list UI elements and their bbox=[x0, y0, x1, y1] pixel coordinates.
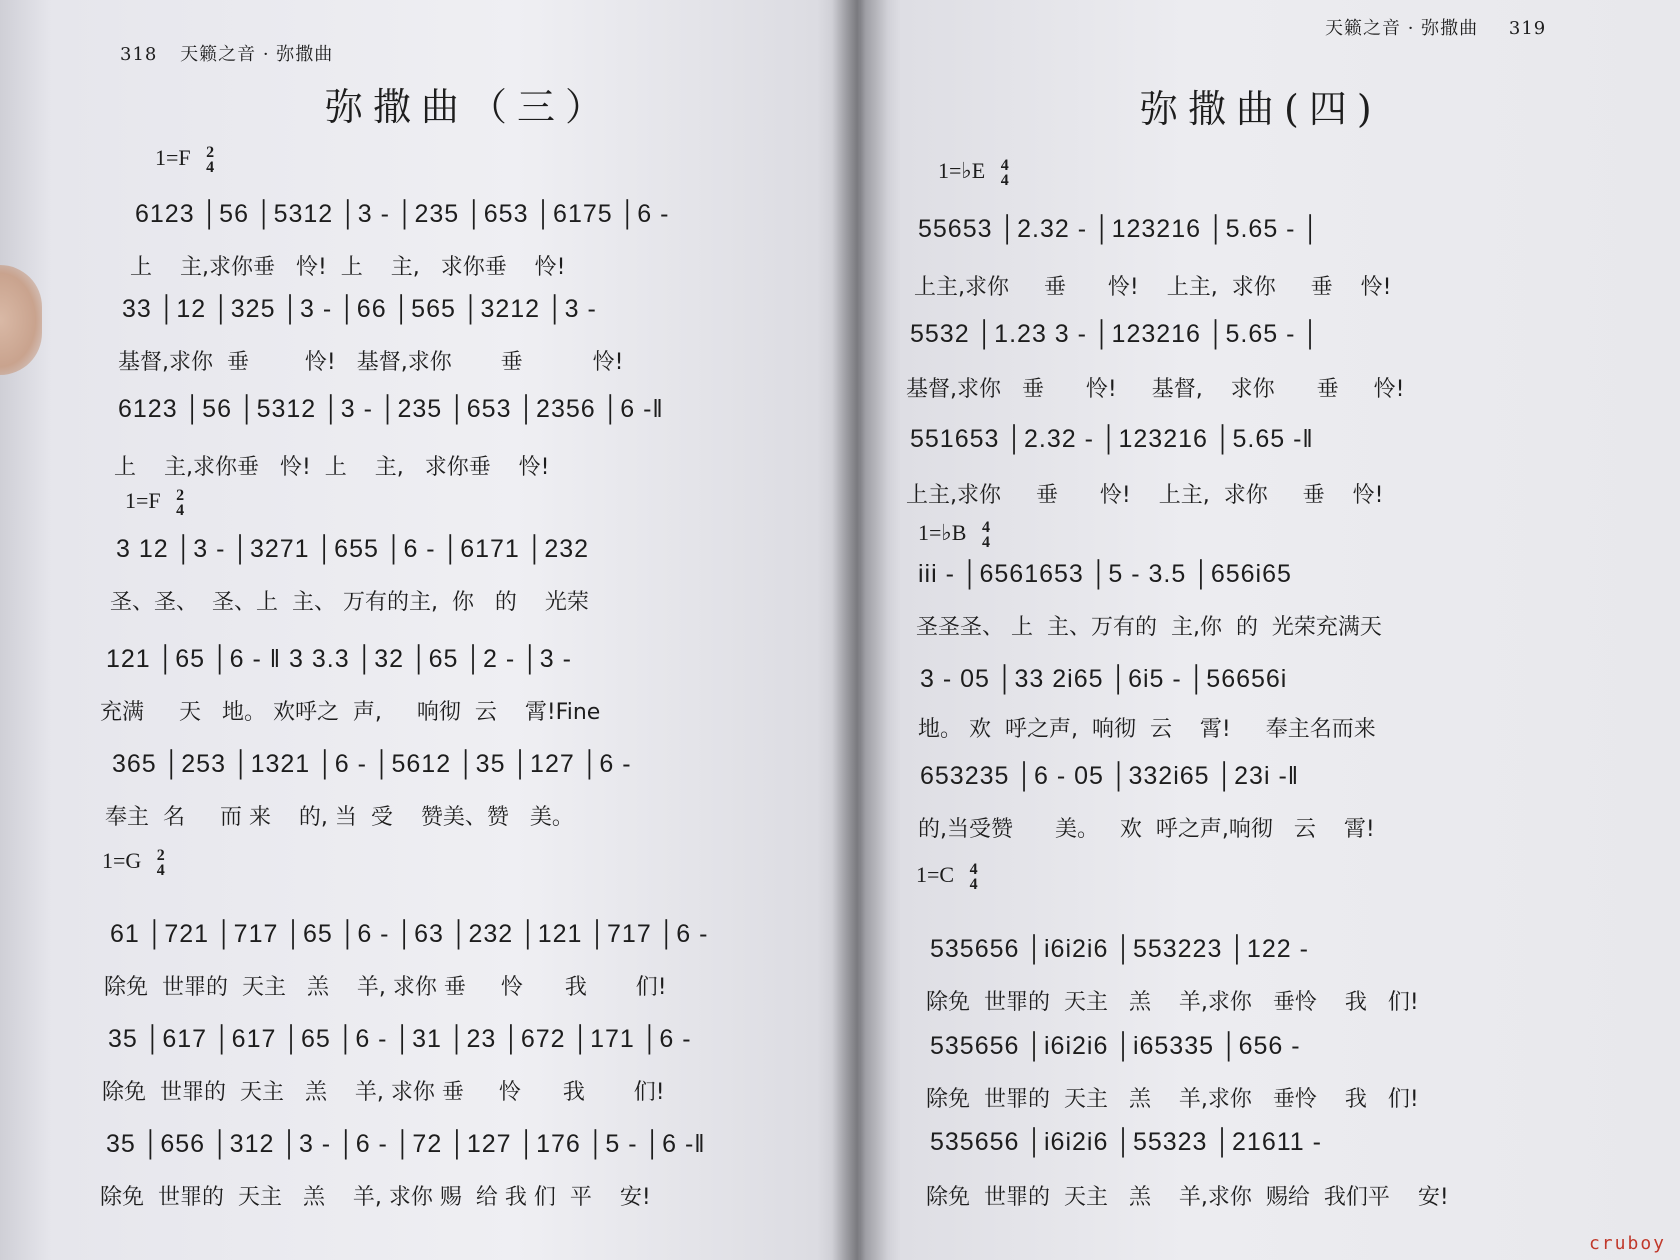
right-notes-6: 653235 │6 - 05 │332i65 │23i -‖ bbox=[920, 762, 1300, 790]
left-lyric-6: 奉主 名 而 来 的, 当 受 赞美、赞 美。 bbox=[105, 805, 574, 830]
book-gutter bbox=[832, 0, 888, 1260]
left-lyric-3: 上 主,求你垂 怜! 上 主, 求你垂 怜! bbox=[114, 455, 550, 480]
left-notes-8: 35 │617 │617 │65 │6 - │31 │23 │672 │171 │6 - bbox=[108, 1025, 692, 1053]
left-title: 弥撒曲（三） bbox=[325, 85, 614, 129]
left-notes-4: 3 12 │3 - │3271 │655 │6 - │6171 │232 bbox=[116, 535, 590, 563]
right-meter-1-top: 4 bbox=[1000, 157, 1009, 174]
right-notes-4: iii - │6561653 │5 - 3.5 │656i65 bbox=[918, 560, 1292, 588]
left-meter-1-top: 2 bbox=[206, 144, 215, 161]
right-meter-2-bottom: 4 bbox=[981, 534, 990, 551]
right-meter-3-bottom: 4 bbox=[969, 876, 978, 893]
left-running-head bbox=[120, 40, 333, 66]
right-notes-2: 5532 │1.23 3 - │123216 │5.65 - │ bbox=[910, 320, 1321, 348]
right-key-3 bbox=[916, 862, 978, 892]
left-meter-2-bottom: 4 bbox=[176, 502, 185, 519]
right-lyric-4: 圣圣圣、 上 主、万有的 主,你 的 光荣充满天 bbox=[916, 615, 1382, 640]
left-notes-3: 6123 │56 │5312 │3 - │235 │653 │2356 │6 -‖ bbox=[118, 395, 664, 423]
right-running-head bbox=[1325, 14, 1546, 40]
left-meter-2-top: 2 bbox=[176, 487, 185, 504]
left-lyric-9: 除免 世罪的 天主 羔 羊, 求你 赐 给 我 们 平 安! bbox=[100, 1185, 651, 1210]
right-title: 弥撒曲(四) bbox=[1140, 87, 1382, 131]
right-meter-1 bbox=[1001, 158, 1009, 188]
right-key-2 bbox=[918, 520, 990, 550]
right-head-text: 天籁之音 · 弥撒曲 bbox=[1325, 18, 1479, 39]
right-page-number: 319 bbox=[1508, 18, 1547, 39]
left-key-2 bbox=[125, 488, 184, 518]
left-lyric-7: 除免 世罪的 天主 羔 羊, 求你 垂 怜 我 们! bbox=[104, 975, 667, 1000]
right-lyric-3: 上主,求你 垂 怜! 上主, 求你 垂 怜! bbox=[906, 483, 1384, 508]
right-notes-9: 535656 │i6i2i6 │55323 │21611 - bbox=[930, 1128, 1322, 1156]
left-notes-7: 61 │721 │717 │65 │6 - │63 │232 │121 │717 │6 - bbox=[110, 920, 709, 948]
watermark: cruboy bbox=[1588, 1233, 1666, 1254]
left-notes-1: 6123 │56 │5312 │3 - │235 │653 │6175 │6 - bbox=[135, 200, 670, 228]
right-lyric-8: 除免 世罪的 天主 羔 羊,求你 垂怜 我 们! bbox=[926, 1087, 1419, 1112]
right-meter-2 bbox=[982, 520, 990, 550]
left-key-1 bbox=[155, 145, 214, 175]
right-lyric-9: 除免 世罪的 天主 羔 羊,求你 赐给 我们平 安! bbox=[926, 1185, 1449, 1210]
right-lyric-5: 地。 欢 呼之声, 响彻 云 霄! 奉主名而来 bbox=[918, 717, 1376, 742]
right-notes-3: 551653 │2.32 - │123216 │5.65 -‖ bbox=[910, 425, 1314, 453]
right-lyric-1: 上主,求你 垂 怜! 上主, 求你 垂 怜! bbox=[914, 275, 1392, 300]
left-notes-9: 35 │656 │312 │3 - │6 - │72 │127 │176 │5 - │6 -‖ bbox=[106, 1130, 706, 1158]
right-key-1 bbox=[938, 158, 1009, 188]
right-key-3-text: 1=C bbox=[916, 862, 955, 888]
left-key-3-text: 1=G bbox=[102, 848, 142, 874]
left-notes-2: 33 │12 │325 │3 - │66 │565 │3212 │3 - bbox=[122, 295, 597, 323]
right-notes-8: 535656 │i6i2i6 │i65335 │656 - bbox=[930, 1032, 1301, 1060]
left-lyric-4: 圣、圣、 圣、上 主、 万有的主, 你 的 光荣 bbox=[110, 590, 589, 615]
right-meter-1-bottom: 4 bbox=[1000, 172, 1009, 189]
right-lyric-2: 基督,求你 垂 怜! 基督, 求你 垂 怜! bbox=[906, 377, 1405, 402]
left-meter-3-top: 2 bbox=[156, 847, 165, 864]
right-lyric-7: 除免 世罪的 天主 羔 羊,求你 垂怜 我 们! bbox=[926, 990, 1419, 1015]
left-lyric-8: 除免 世罪的 天主 羔 羊, 求你 垂 怜 我 们! bbox=[102, 1080, 665, 1105]
left-head-text: 天籁之音 · 弥撒曲 bbox=[180, 44, 334, 65]
left-lyric-1: 上 主,求你垂 怜! 上 主, 求你垂 怜! bbox=[130, 255, 566, 280]
finger-shadow bbox=[0, 265, 42, 375]
left-meter-1 bbox=[206, 145, 214, 175]
right-lyric-6: 的,当受赞 美。 欢 呼之声,响彻 云 霄! bbox=[918, 817, 1375, 842]
right-page bbox=[860, 0, 1680, 1260]
right-notes-5: 3 - 05 │33 2i65 │6i5 - │56656i bbox=[920, 665, 1288, 693]
left-notes-6: 365 │253 │1321 │6 - │5612 │35 │127 │6 - bbox=[112, 750, 632, 778]
left-key-2-text: 1=F bbox=[125, 488, 161, 514]
right-meter-3-top: 4 bbox=[969, 861, 978, 878]
left-meter-1-bottom: 4 bbox=[206, 159, 215, 176]
left-meter-2 bbox=[176, 488, 184, 518]
right-key-1-text: 1=♭E bbox=[938, 158, 986, 184]
left-notes-5: 121 │65 │6 - ‖ 3 3.3 │32 │65 │2 - │3 - bbox=[106, 645, 572, 673]
left-key-1-text: 1=F bbox=[155, 145, 191, 171]
right-meter-3 bbox=[970, 862, 978, 892]
right-meter-2-top: 4 bbox=[981, 519, 990, 536]
right-notes-1: 55653 │2.32 - │123216 │5.65 - │ bbox=[918, 215, 1321, 243]
left-meter-3 bbox=[157, 848, 165, 878]
left-key-3 bbox=[102, 848, 165, 878]
left-lyric-5: 充满 天 地。 欢呼之 声, 响彻 云 霄!Fine bbox=[100, 700, 601, 725]
left-lyric-2: 基督,求你 垂 怜! 基督,求你 垂 怜! bbox=[118, 350, 624, 375]
left-page-number: 318 bbox=[120, 44, 158, 65]
left-meter-3-bottom: 4 bbox=[156, 862, 165, 879]
right-notes-7: 535656 │i6i2i6 │553223 │122 - bbox=[930, 935, 1309, 963]
right-key-2-text: 1=♭B bbox=[918, 520, 967, 546]
